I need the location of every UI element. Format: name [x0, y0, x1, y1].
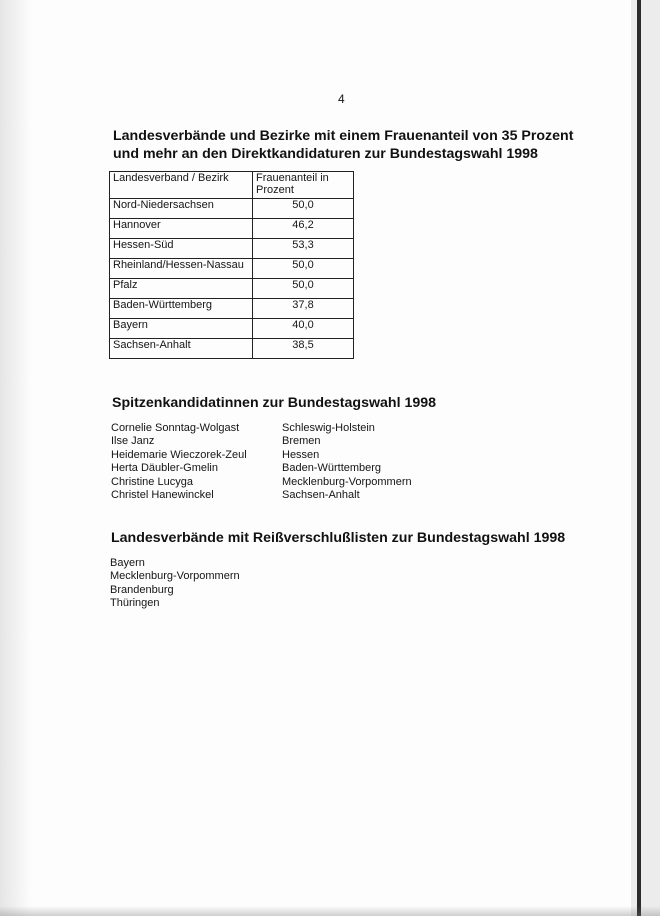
table-row: [110, 199, 354, 219]
table-cell-frauenanteil: 50,0: [253, 259, 354, 279]
list-item: [111, 449, 412, 462]
list-item: [111, 435, 412, 448]
list-item: Mecklenburg-Vorpommern: [110, 570, 240, 583]
scan-shadow-bottom: [0, 906, 660, 916]
candidate-name: Christel Hanewinckel: [111, 489, 214, 502]
landesverband-list: [110, 557, 240, 611]
candidate-land: Mecklenburg-Vorpommern: [282, 475, 412, 488]
table-header-row: [110, 172, 354, 199]
table-cell-frauenanteil: 50,0: [253, 199, 354, 219]
list-item: Bayern: [110, 557, 145, 569]
candidate-land: Hessen: [282, 448, 320, 461]
candidate-name: Herta Däubler-Gmelin: [111, 462, 218, 475]
page-number: 4: [338, 92, 345, 106]
list-item: Thüringen: [110, 597, 160, 610]
table-cell-frauenanteil: 53,3: [253, 239, 354, 259]
table-cell-frauenanteil: 38,5: [253, 339, 354, 359]
table-cell-landesverband: Bayern: [110, 319, 253, 339]
table-cell-frauenanteil: 37,8: [253, 299, 354, 319]
section-title-spitzenkandidatinnen: Spitzenkandidatinnen zur Bundestagswahl 1998: [112, 395, 437, 411]
candidate-land: Sachsen-Anhalt: [282, 489, 360, 502]
candidate-name: Ilse Janz: [111, 435, 155, 448]
table-row: [110, 219, 354, 239]
scan-shadow-left: [0, 0, 46, 916]
table-header-landesverband: Landesverband / Bezirk: [110, 172, 253, 199]
scan-edge-line: [637, 0, 641, 916]
table-row: [110, 299, 354, 319]
table-row: [110, 239, 354, 259]
table-row: [110, 339, 354, 359]
table-cell-landesverband: Hessen-Süd: [110, 239, 253, 259]
table-row: [110, 319, 354, 339]
table-row: [110, 259, 354, 279]
table-cell-landesverband: Nord-Niedersachsen: [110, 199, 253, 219]
table-cell-landesverband: Rheinland/Hessen-Nassau: [110, 259, 253, 279]
candidate-name: Heidemarie Wieczorek-Zeul: [111, 448, 247, 461]
candidate-land: Schleswig-Holstein: [282, 422, 375, 434]
list-item: [111, 476, 412, 489]
frauenanteil-table: [109, 171, 354, 359]
candidate-land: Baden-Württemberg: [282, 462, 382, 475]
list-item: Brandenburg: [110, 583, 174, 596]
list-item: [111, 489, 412, 502]
table-cell-landesverband: Pfalz: [110, 279, 253, 299]
candidate-list: [111, 422, 412, 502]
section-title-frauenanteil: Landesverbände und Bezirke mit einem Frauenanteil von 35 Prozent und mehr an den Direktkandidaturen zur Bundestagswahl 1998: [113, 128, 574, 162]
list-item: [111, 422, 412, 435]
candidate-land: Bremen: [282, 435, 321, 448]
table-cell-frauenanteil: 46,2: [253, 219, 354, 239]
table-row: [110, 279, 354, 299]
table-cell-landesverband: Sachsen-Anhalt: [110, 339, 253, 359]
section-title-reissverschlusslisten: Landesverbände mit Reißverschlußlisten zur Bundestagswahl 1998: [111, 530, 566, 546]
table-cell-landesverband: Hannover: [110, 219, 253, 239]
candidate-name: Christine Lucyga: [111, 475, 193, 488]
table-cell-frauenanteil: 40,0: [253, 319, 354, 339]
table-cell-landesverband: Baden-Württemberg: [110, 299, 253, 319]
table-cell-frauenanteil: 50,0: [253, 279, 354, 299]
scan-margin-right: [631, 0, 660, 916]
table-header-frauenanteil: Frauenanteil in Prozent: [253, 172, 354, 199]
candidate-name: Cornelie Sonntag-Wolgast: [111, 422, 240, 434]
list-item: [111, 462, 412, 475]
